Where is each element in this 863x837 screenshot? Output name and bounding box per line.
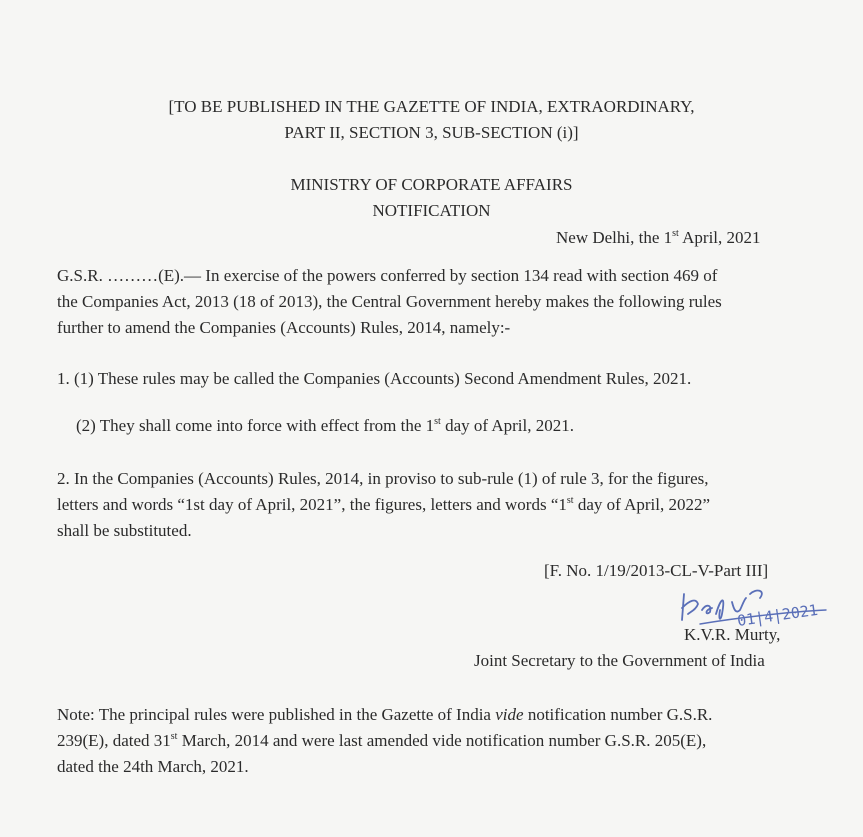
rule-2-line-3: shall be substituted. bbox=[57, 521, 192, 540]
ministry-title: MINISTRY OF CORPORATE AFFAIRS bbox=[290, 175, 573, 194]
rule-2-line-1: 2. In the Companies (Accounts) Rules, 2014, in proviso to sub-rule (1) of rule 3, for the figures, bbox=[57, 469, 709, 488]
date-line: New Delhi, the 1st April, 2021 bbox=[556, 228, 761, 247]
rule-2-line-2: letters and words “1st day of April, 2021”, the figures, letters and words “1st day of April, 2022” bbox=[57, 495, 711, 514]
signatory-designation: Joint Secretary to the Government of India bbox=[474, 651, 765, 670]
file-number: [F. No. 1/19/2013-CL-V-Part III] bbox=[544, 561, 769, 580]
note-line-3: dated the 24th March, 2021. bbox=[57, 757, 249, 776]
preamble-line-3: further to amend the Companies (Accounts) Rules, 2014, namely:- bbox=[57, 318, 511, 337]
header-line-2: PART II, SECTION 3, SUB-SECTION (i)] bbox=[284, 123, 579, 142]
rule-1-sub-1: 1. (1) These rules may be called the Companies (Accounts) Second Amendment Rules, 2021. bbox=[57, 369, 692, 388]
note-line-2: 239(E), dated 31st March, 2014 and were last amended vide notification number G.S.R. 205(E), bbox=[57, 731, 707, 750]
handwritten-date: 01|4|2021 bbox=[736, 600, 820, 630]
header-line-1: [TO BE PUBLISHED IN THE GAZETTE OF INDIA, EXTRAORDINARY, bbox=[168, 97, 695, 116]
rule-1-sub-2: (2) They shall come into force with effect from the 1st day of April, 2021. bbox=[76, 416, 574, 435]
preamble-line-2: the Companies Act, 2013 (18 of 2013), the Central Government hereby makes the following rules bbox=[57, 292, 722, 311]
preamble-line-1: G.S.R. ………(E).— In exercise of the powers conferred by section 134 read with section 469 of bbox=[57, 266, 718, 285]
note-line-1: Note: The principal rules were published in the Gazette of India vide notification number G.S.R. bbox=[57, 705, 713, 724]
notification-title: NOTIFICATION bbox=[372, 201, 491, 220]
signatory-name: K.V.R. Murty, bbox=[684, 625, 781, 644]
